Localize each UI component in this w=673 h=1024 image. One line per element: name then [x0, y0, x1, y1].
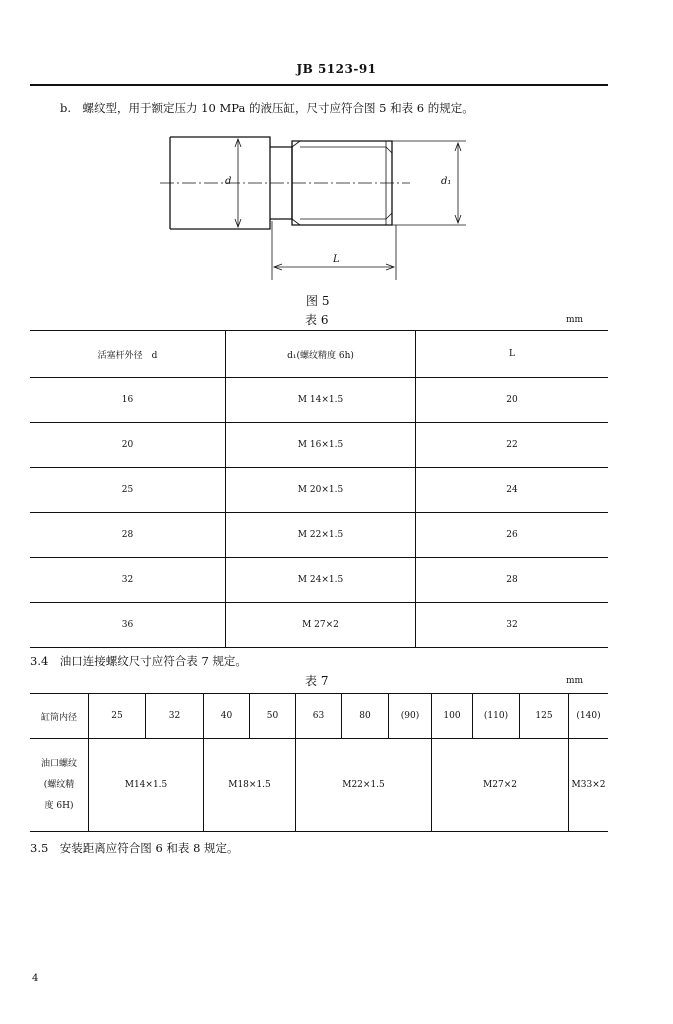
table-cell: 125 [520, 694, 569, 739]
table-row [30, 378, 608, 423]
table-row [30, 513, 608, 558]
table-cell: 25 [121, 485, 134, 495]
table-row [30, 558, 608, 603]
table-cell: M18×1.5 [204, 739, 296, 832]
table-6-unit: mm [566, 315, 584, 325]
table-cell: 25 [89, 694, 146, 739]
fig5-label-d: d [225, 176, 232, 187]
table-7-row2-label [30, 739, 89, 832]
section-b-text: b. 螺纹型，用于额定压力 10 MPa 的液压缸，尺寸应符合图 5 和表 6 的规定。 [60, 101, 474, 115]
table-cell: 80 [342, 694, 389, 739]
table-7-title: 表 7 [305, 674, 329, 688]
table-row [30, 694, 608, 739]
table-cell: 40 [204, 694, 250, 739]
page-number: 4 [32, 973, 39, 984]
table-row [30, 603, 608, 648]
table-cell: M 16×1.5 [226, 423, 416, 468]
table-row [30, 468, 608, 513]
table-cell: M 27×2 [226, 603, 416, 648]
standard-number: JB 5123-91 [296, 62, 377, 76]
header-rule [30, 84, 608, 86]
section-3-5-text: 3.5 安装距离应符合图 6 和表 8 规定。 [30, 841, 239, 855]
table-cell: 36 [121, 620, 134, 630]
table-6-header: 活塞杆外径 d [97, 350, 158, 361]
table-6 [30, 330, 608, 648]
table-7-row1-label: 缸筒内径 [30, 694, 89, 739]
table-7-unit: mm [566, 676, 584, 686]
table-cell: 32 [121, 575, 134, 585]
table-cell: 100 [432, 694, 473, 739]
table-cell: 32 [146, 694, 204, 739]
label-line: 油口螺纹 [40, 758, 77, 769]
table-cell: M33×2 [569, 739, 609, 832]
figure-5-drawing [160, 125, 480, 285]
figure-5-caption: 图 5 [306, 294, 330, 308]
table-cell: 16 [121, 395, 134, 405]
table-cell: (110) [473, 694, 520, 739]
table-cell: (90) [389, 694, 432, 739]
table-7 [30, 693, 608, 832]
section-3-4-text: 3.4 油口连接螺纹尺寸应符合表 7 规定。 [30, 654, 247, 668]
table-cell: 32 [416, 603, 609, 648]
table-cell: M22×1.5 [296, 739, 432, 832]
table-cell: 20 [121, 440, 134, 450]
table-row [30, 423, 608, 468]
fig5-label-d1: d₁ [441, 176, 452, 187]
table-cell: M14×1.5 [89, 739, 204, 832]
table-cell: (140) [569, 694, 609, 739]
table-cell: 28 [416, 558, 609, 603]
table-cell: M 14×1.5 [226, 378, 416, 423]
table-cell: 28 [121, 530, 134, 540]
table-cell: 50 [250, 694, 296, 739]
table-6-header: d₁(螺纹精度 6h) [226, 331, 416, 378]
table-cell: M 20×1.5 [226, 468, 416, 513]
table-6-header: L [416, 331, 609, 378]
table-cell: 20 [416, 378, 609, 423]
table-6-title: 表 6 [305, 313, 329, 327]
label-line: 度 6H) [44, 800, 74, 811]
table-cell: 22 [416, 423, 609, 468]
fig5-label-L: L [333, 254, 340, 265]
label-line: (螺纹精 [43, 779, 75, 790]
table-cell: M 24×1.5 [226, 558, 416, 603]
table-cell: 24 [416, 468, 609, 513]
table-cell: M 22×1.5 [226, 513, 416, 558]
table-row [30, 739, 608, 832]
table-cell: 63 [296, 694, 342, 739]
table-cell: M27×2 [432, 739, 569, 832]
table-cell: 26 [416, 513, 609, 558]
